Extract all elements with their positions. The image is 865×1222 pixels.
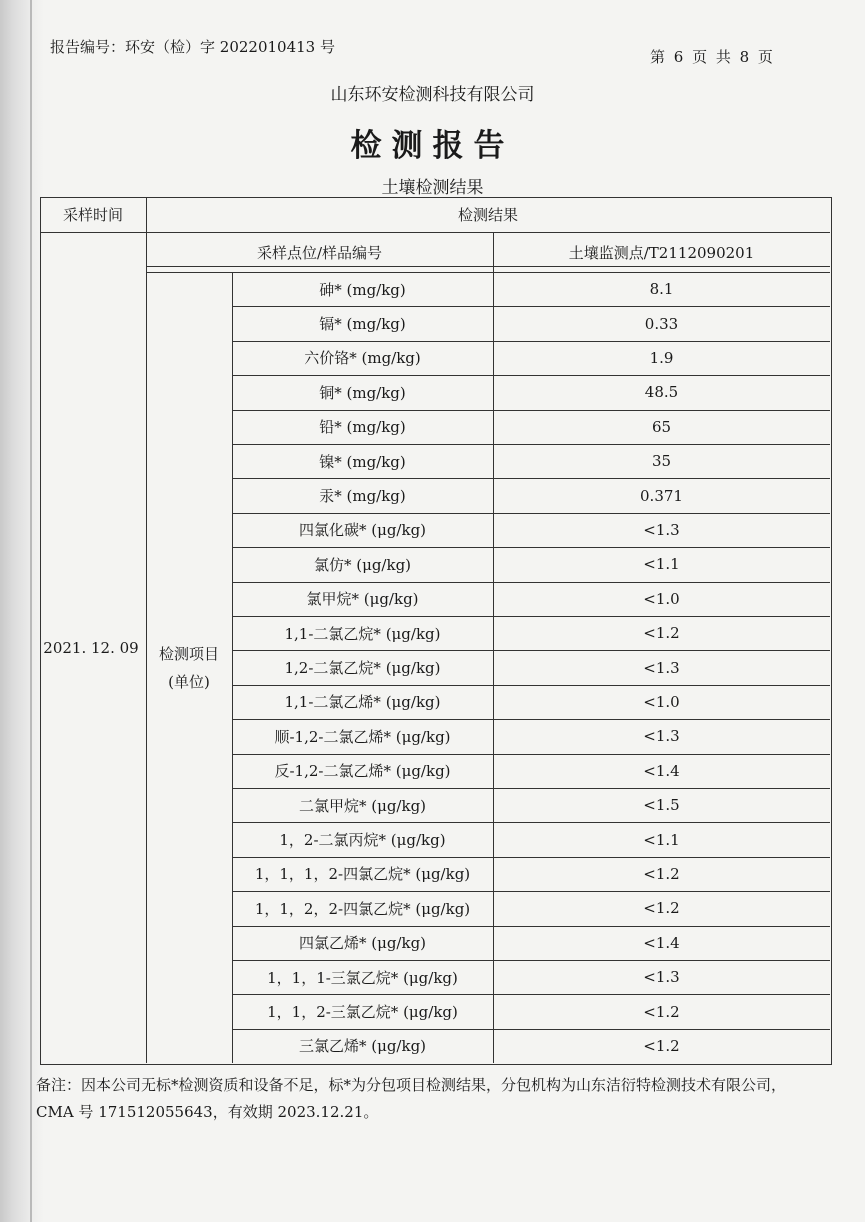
item-value: <1.3: [643, 520, 680, 539]
item-value: <1.5: [643, 796, 680, 815]
note: 备注：因本公司无标*检测资质和设备不足，标*为分包项目检测结果，分包机构为山东洁衍特检测技术有限公司，CMA 号 171512055643，有效期 2023.12.21。: [36, 1076, 787, 1121]
item-value: <1.3: [643, 658, 680, 677]
item-name: 氯甲烷* (μg/kg): [306, 590, 419, 609]
item-value: 65: [651, 417, 672, 436]
item-label-line1: 检测项目: [158, 644, 219, 663]
grid-line: [146, 266, 830, 267]
sampling-date: 2021. 12. 09: [43, 638, 139, 657]
item-value: <1.3: [643, 968, 680, 987]
item-name: 1,1-二氯乙烷* (μg/kg): [284, 624, 441, 643]
item-value: <1.2: [643, 1002, 680, 1021]
item-value: <1.3: [643, 727, 680, 746]
item-name: 铅* (mg/kg): [319, 418, 406, 437]
item-name: 顺-1,2-二氯乙烯* (μg/kg): [274, 727, 451, 746]
grid-line: [40, 232, 830, 233]
item-value: 35: [651, 452, 672, 471]
page-info: 第 6 页 共 8 页: [650, 48, 773, 66]
item-name: 六价铬* (mg/kg): [304, 349, 421, 368]
item-name: 汞* (mg/kg): [319, 487, 406, 506]
item-value: <1.2: [643, 899, 680, 918]
item-name: 三氯乙烯* (μg/kg): [298, 1037, 427, 1056]
item-value: 8.1: [649, 280, 674, 299]
report-number: 报告编号：环安（检）字 2022010413 号: [50, 38, 335, 56]
item-value: <1.4: [643, 933, 680, 952]
item-name: 1,2-二氯乙烷* (μg/kg): [284, 659, 441, 678]
item-name: 砷* (mg/kg): [319, 280, 406, 299]
item-name: 反-1,2-二氯乙烯* (μg/kg): [274, 762, 451, 781]
item-value: 0.371: [640, 486, 683, 505]
point-value: 土壤监测点/T2112090201: [568, 243, 755, 262]
item-name: 四氯化碳* (μg/kg): [298, 521, 427, 540]
item-value: <1.2: [643, 624, 680, 643]
item-name: 1，1，2，2-四氯乙烷* (μg/kg): [254, 899, 471, 918]
item-name: 二氯甲烷* (μg/kg): [298, 796, 427, 815]
grid-line: [146, 197, 147, 1063]
item-value: <1.1: [643, 830, 680, 849]
results-header: 检测结果: [457, 206, 518, 224]
company-name: 山东环安检测科技有限公司: [330, 85, 535, 105]
point-header: 采样点位/样品编号: [256, 243, 383, 262]
item-name: 1，1，1，2-四氯乙烷* (μg/kg): [254, 865, 471, 884]
item-label: [146, 272, 232, 1063]
item-value: 1.9: [649, 348, 674, 367]
item-value: <1.2: [643, 1036, 680, 1055]
item-name: 1，1，2-三氯乙烷* (μg/kg): [267, 1003, 458, 1022]
item-name: 镉* (mg/kg): [319, 315, 406, 334]
item-value: 48.5: [644, 383, 679, 402]
item-name: 1，1，1-三氯乙烷* (μg/kg): [267, 968, 458, 987]
item-name: 四氯乙烯* (μg/kg): [298, 934, 427, 953]
item-name: 镍* (mg/kg): [319, 452, 406, 471]
item-value: 0.33: [644, 314, 679, 333]
item-value: <1.0: [643, 692, 680, 711]
sampling-time-header: 采样时间: [62, 206, 123, 224]
item-name: 铜* (mg/kg): [319, 383, 406, 402]
item-name: 1，2-二氯丙烷* (μg/kg): [279, 831, 446, 850]
table-subtitle: 土壤检测结果: [381, 178, 484, 198]
item-value: <1.2: [643, 864, 680, 883]
item-name: 1,1-二氯乙烯* (μg/kg): [284, 693, 441, 712]
report-title: 检测报告: [350, 128, 515, 164]
item-value: <1.1: [643, 555, 680, 574]
item-value: <1.4: [643, 761, 680, 780]
item-value: <1.0: [643, 589, 680, 608]
item-name: 氯仿* (μg/kg): [313, 555, 412, 574]
item-label-line2: (单位): [168, 672, 210, 691]
